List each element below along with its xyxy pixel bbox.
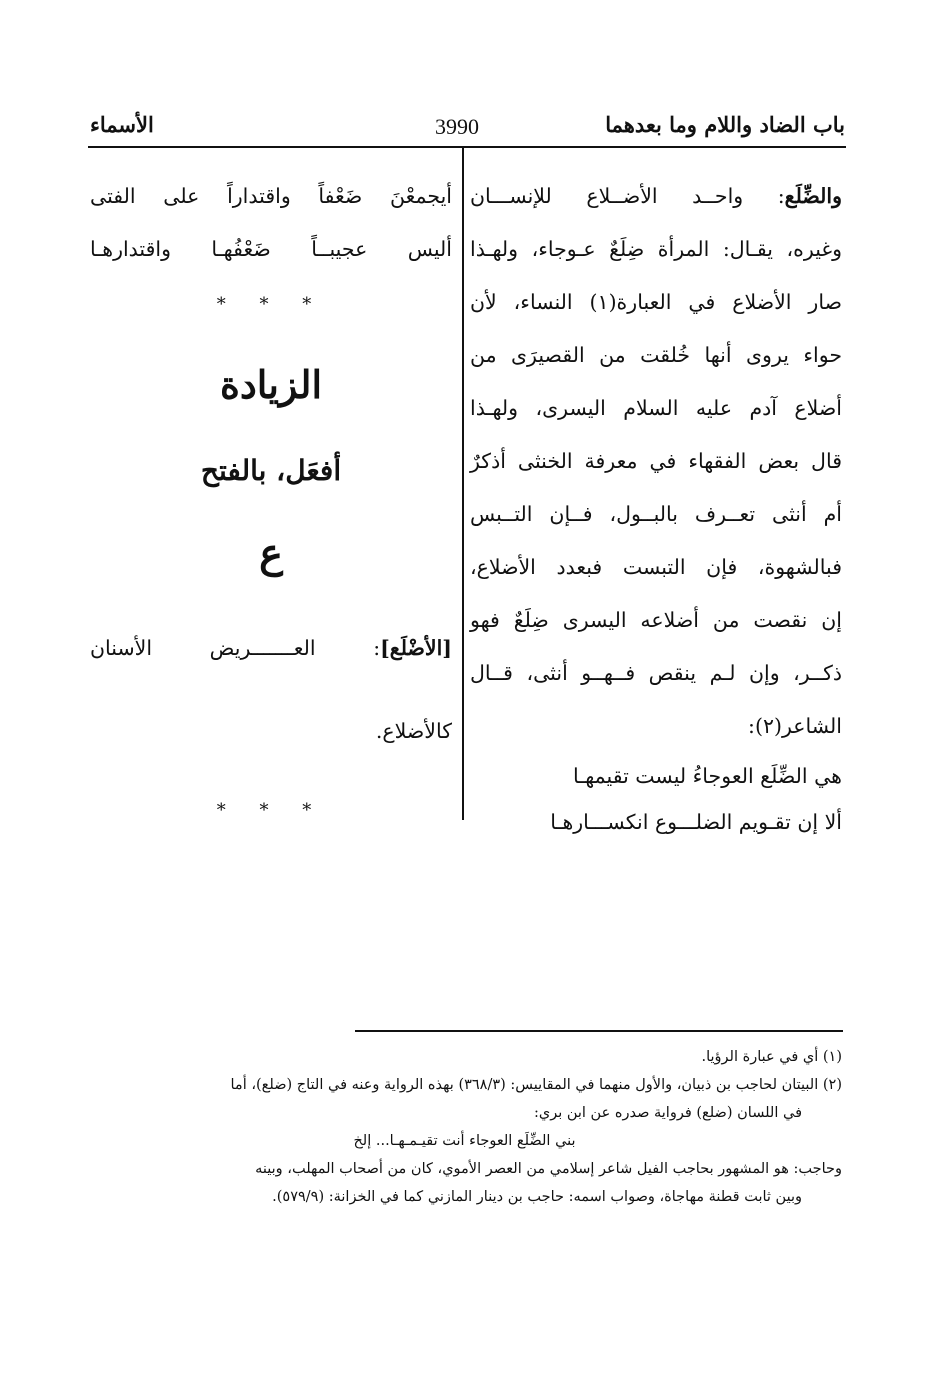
section-heading: الزيادة <box>219 362 323 407</box>
text-line: الشاعر(٢): <box>748 714 842 738</box>
verse-line: أليس عجيبــاً ضَعْفُهـا واقتدارهـا <box>90 237 452 261</box>
footnote-rule <box>355 1030 843 1032</box>
entry-head: [الأضْلَع] <box>380 636 452 660</box>
text-line: كالأضلاع. <box>375 719 452 743</box>
text-line: ذكــر، وإن لـم ينقص فــهــو أنثى، قــال <box>470 661 842 685</box>
footnote-verse: بني الضِّلَع العوجاء أنت تقيـمـهـا... إلخ <box>353 1133 576 1149</box>
text-line: صار الأضلاع في العبارة(١) النساء، لأن <box>470 290 842 314</box>
page-header <box>90 108 845 144</box>
text-line: أم أنثى تعــرف بالبــول، فــإن التــبس <box>470 502 842 526</box>
text-line: [الأضْلَع]: العـــــــريض الأسنان <box>90 636 452 660</box>
text-line: وغيره، يقـال: المرأة ضِلَعٌ عـوجاء، ولهـذا <box>470 237 842 261</box>
pattern-heading: أفعَل، بالفتح <box>200 454 342 487</box>
letter-heading: ع <box>259 530 283 577</box>
text-line: والضِّلَع: واحــد الأضــلاع للإنســـان <box>470 184 842 208</box>
column-divider <box>462 148 464 820</box>
footnotes <box>87 1043 842 1211</box>
text-line: إن نقصت من أضلاعه اليسرى ضِلَعٌ فهو <box>470 608 842 632</box>
footnote-line: (١) أي في عبارة الرؤيا. <box>701 1049 842 1065</box>
right-column <box>470 170 842 845</box>
text-line: حواء يروى أنها خُلقت من القصيرَى من <box>470 343 842 367</box>
footnote-line: في اللسان (ضلع) فرواية صدره عن ابن بري: <box>533 1105 802 1121</box>
footnote-line: وبين ثابت قطنة مهاجاة، وصواب اسمه: حاجب بن دينار المازني كما في الخزانة: (٥٧٩/٩). <box>272 1189 802 1205</box>
section-separator: * * * <box>216 800 326 821</box>
verse-line: هي الضِّلَع العوجاءُ ليست تقيمهـا <box>572 764 842 788</box>
footnote-line: وحاجب: هو المشهور بحاجب الفيل شاعر إسلامي من العصر الأموي، كان من أصحاب المهلب، وبينه <box>255 1161 842 1177</box>
entry-head: والضِّلَع <box>784 184 842 208</box>
section-separator: * * * <box>216 294 326 315</box>
verse-line: ألا إن تقـويم الضلـــوع انكســـارهـا <box>550 810 842 834</box>
footnote-line: (٢) البيتان لحاجب بن ذبيان، والأول منهما في المقاييس: (٣٦٨/٣) بهذه الرواية وعنه في التاج (ضلع)، أما <box>230 1077 842 1093</box>
left-column <box>90 170 452 830</box>
page-number: 3990 <box>435 114 479 139</box>
text-line: أضلاع آدم عليه السلام اليسرى، ولهـذا <box>470 396 842 420</box>
verse-line: أيجمعْنَ ضَعْفاً واقتداراً على الفتى <box>90 184 452 208</box>
text-line: فبالشهوة، فإن التبست فبعدد الأضلاع، <box>470 555 842 579</box>
text-line: قال بعض الفقهاء في معرفة الخنثى أذكرٌ <box>470 449 842 473</box>
header-rule <box>88 146 846 148</box>
chapter-title: باب الضاد واللام وما بعدهما <box>605 112 845 137</box>
section-title: الأسماء <box>90 112 154 137</box>
